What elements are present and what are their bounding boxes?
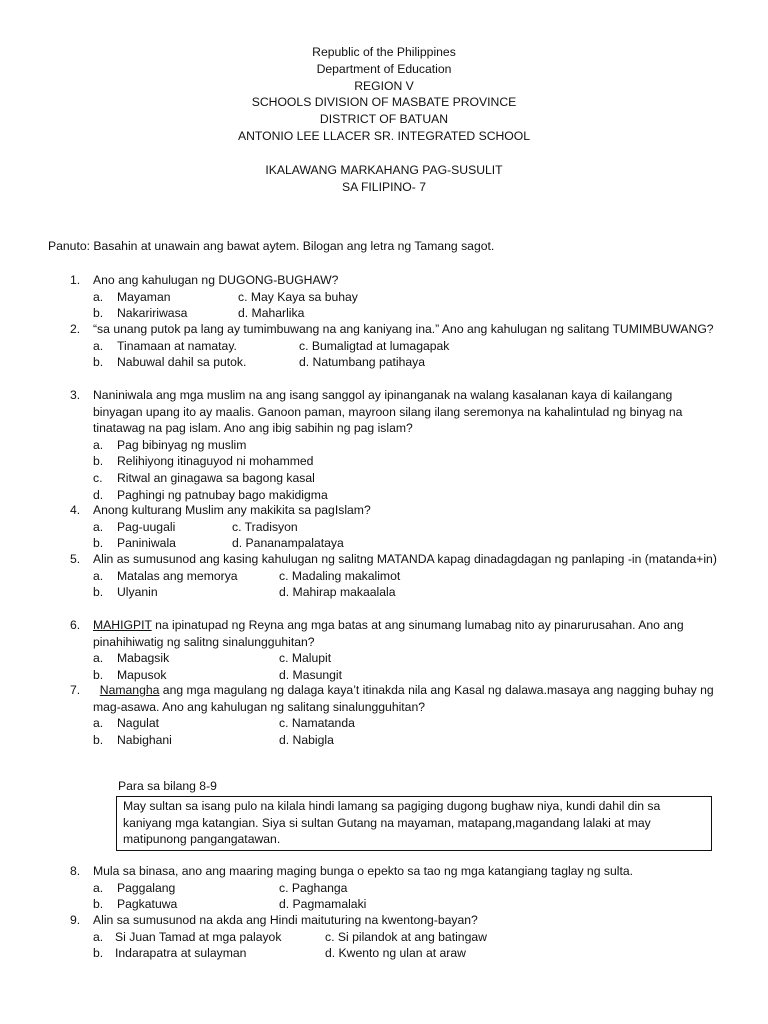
- question-stem: Anong kulturang Muslim any makikita sa pagIslam?: [93, 503, 371, 517]
- passage-box: [116, 796, 712, 851]
- question-number: 9.: [70, 913, 81, 927]
- underlined-word: MAHIGPIT: [93, 618, 152, 632]
- options: [93, 437, 720, 503]
- question-stem: Ano ang kahulugan ng DUGONG-BUGHAW?: [93, 273, 339, 287]
- header-line: REGION V: [354, 78, 414, 93]
- question-stem: [93, 682, 720, 715]
- option-letter[interactable]: b.: [93, 667, 104, 682]
- option-text[interactable]: c. Malupit: [279, 651, 332, 666]
- option-text[interactable]: Nabuwal dahil sa putok.: [117, 355, 247, 370]
- option-letter[interactable]: a.: [93, 519, 104, 534]
- option-letter[interactable]: a.: [93, 338, 104, 353]
- option-text[interactable]: c. Namatanda: [279, 716, 355, 731]
- option-text[interactable]: Indarapatra at sulayman: [115, 946, 247, 961]
- directions: Panuto: Basahin at unawain ang bawat aytem. Bilogan ang letra ng Tamang sagot.: [48, 239, 495, 253]
- option-letter[interactable]: a.: [93, 880, 104, 895]
- option-text[interactable]: Tinamaan at namatay.: [117, 338, 237, 353]
- question-8: [70, 863, 720, 913]
- header-line: SCHOOLS DIVISION OF MASBATE PROVINCE: [251, 95, 517, 110]
- option-text[interactable]: c. Bumaligtad at lumagapak: [299, 338, 450, 353]
- header-line: DISTRICT OF BATUAN: [319, 112, 449, 127]
- option-text[interactable]: d. Masungit: [279, 667, 343, 682]
- option-text[interactable]: Nagulat: [117, 716, 160, 731]
- document-header: [0, 44, 768, 195]
- options: [93, 289, 720, 322]
- options: [93, 338, 720, 371]
- header-line: Republic of the Philippines: [312, 45, 456, 59]
- question-6: [70, 617, 720, 683]
- option-text[interactable]: c. Madaling makalimot: [279, 568, 401, 583]
- option-letter[interactable]: a.: [93, 929, 104, 944]
- header-spacer: [0, 145, 768, 162]
- option-letter[interactable]: a.: [93, 716, 104, 731]
- option-text[interactable]: Pag bibinyag ng muslim: [117, 437, 247, 452]
- question-stem: Naniniwala ang mga muslim na ang isang sanggol ay ipinanganak na walang kasalanan kaya di kailangang binyagan upang ito ay maalis. Ganoon paman, mayroon silang ilang seremonya na kahalintulad ng binyag na tinatawag na pag islam. Ano ang ibig sabihin ng pag islam?: [93, 388, 683, 436]
- exam-title: IKALAWANG MARKAHANG PAG-SUSULIT: [265, 162, 503, 177]
- option-letter[interactable]: a.: [93, 289, 104, 304]
- option-text[interactable]: d. Nabigla: [279, 732, 334, 747]
- option-text[interactable]: Mabagsik: [117, 651, 170, 666]
- question-number: 8.: [70, 864, 81, 878]
- header-line: ANTONIO LEE LLACER SR. INTEGRATED SCHOOL: [237, 128, 531, 143]
- question-number: 7.: [70, 683, 81, 697]
- option-text[interactable]: d. Pananampalataya: [232, 536, 344, 551]
- options: [93, 568, 720, 601]
- underlined-word: Namangha: [99, 683, 160, 697]
- option-text[interactable]: c. Paghanga: [279, 880, 348, 895]
- option-text[interactable]: c. May Kaya sa buhay: [238, 289, 358, 304]
- option-text[interactable]: c. Tradisyon: [232, 519, 298, 534]
- question-number: 6.: [70, 618, 81, 632]
- option-letter[interactable]: b.: [93, 355, 104, 370]
- option-text[interactable]: Mayaman: [117, 289, 171, 304]
- exam-subject: SA FILIPINO- 7: [342, 179, 426, 194]
- option-text[interactable]: Pagkatuwa: [117, 897, 178, 912]
- option-text[interactable]: Nabighani: [117, 732, 172, 747]
- question-number: 3.: [70, 388, 81, 402]
- options: [93, 519, 720, 552]
- question-stem: Alin as sumusunod ang kasing kahulugan ng salitng MATANDA kapag dinadagdagan ng panlaping -in (matanda+in): [93, 552, 717, 566]
- option-letter[interactable]: b.: [93, 536, 104, 551]
- option-text[interactable]: Relihiyong itinaguyod ni mohammed: [117, 454, 314, 469]
- question-4: [70, 502, 720, 552]
- question-number: 2.: [70, 322, 81, 336]
- option-letter[interactable]: b.: [93, 946, 104, 961]
- options: [93, 650, 720, 683]
- option-text[interactable]: Matalas ang memorya: [117, 568, 238, 583]
- option-letter[interactable]: a.: [93, 651, 104, 666]
- option-text[interactable]: Ulyanin: [117, 585, 158, 600]
- option-letter[interactable]: b.: [93, 585, 104, 600]
- passage-label: Para sa bilang 8-9: [118, 779, 217, 793]
- stem-text: na ipinatupad ng Reyna ang mga batas at ang sinumang lumabag nito ay pinarurusahan. Ano ang pinahihiwatig ng salitng sinalungguhitan?: [93, 618, 684, 649]
- option-text[interactable]: d. Natumbang patihaya: [299, 355, 426, 370]
- question-7: [70, 682, 720, 748]
- question-9: [70, 912, 720, 962]
- option-letter[interactable]: c.: [93, 470, 103, 485]
- question-stem: Mula sa binasa, ano ang maaring maging bunga o epekto sa tao ng mga katangiang taglay ng sulta.: [93, 864, 634, 878]
- header-line: Department of Education: [316, 61, 452, 76]
- option-text[interactable]: d. Kwento ng ulan at araw: [325, 946, 466, 961]
- option-letter[interactable]: b.: [93, 306, 104, 321]
- passage-text: May sultan sa isang pulo na kilala hindi lamang sa pagiging dugong bughaw niya, kundi dahil din sa kaniyang mga katangian. Siya si sultan Gutang na mayaman, matapang,magandang lalaki at may matipunong pangangatawan.: [123, 799, 661, 847]
- option-text[interactable]: d. Pagmamalaki: [279, 897, 367, 912]
- question-stem: Alin sa sumusunod na akda ang Hindi maituturing na kwentong-bayan?: [93, 913, 478, 927]
- option-text[interactable]: Paghingi ng patnubay bago makidigma: [117, 487, 328, 502]
- option-letter[interactable]: b.: [93, 897, 104, 912]
- option-letter[interactable]: a.: [93, 437, 104, 452]
- option-text[interactable]: Pag-uugali: [117, 519, 176, 534]
- option-text[interactable]: Nakaririwasa: [117, 306, 188, 321]
- stem-text: ang mga magulang ng dalaga kaya’t itinakda nila ang Kasal ng dalawa.masaya ang nagging buhay ng mag-asawa. Ano ang kahulugan ng salitang sinalungguhitan?: [93, 683, 714, 714]
- option-text[interactable]: Paggalang: [117, 880, 176, 895]
- option-letter[interactable]: b.: [93, 454, 104, 469]
- question-1: [70, 272, 720, 322]
- option-text[interactable]: Si Juan Tamad at mga palayok: [115, 929, 282, 944]
- question-number: 4.: [70, 503, 81, 517]
- question-3: [70, 387, 720, 503]
- option-text[interactable]: Mapusok: [117, 667, 167, 682]
- question-2: [70, 321, 720, 371]
- option-text[interactable]: c. Si pilandok at ang batingaw: [325, 929, 487, 944]
- option-letter[interactable]: d.: [93, 487, 104, 502]
- option-letter[interactable]: b.: [93, 732, 104, 747]
- option-text[interactable]: Ritwal an ginagawa sa bagong kasal: [117, 470, 315, 485]
- option-text[interactable]: d. Mahirap makaalala: [279, 585, 396, 600]
- question-stem: “sa unang putok pa lang ay tumimbuwang na ang kaniyang ina.” Ano ang kahulugan ng salitang TUMIMBUWANG?: [93, 322, 714, 336]
- option-text[interactable]: d. Maharlika: [238, 306, 305, 321]
- options: [93, 715, 720, 748]
- options: [93, 880, 720, 913]
- question-number: 5.: [70, 552, 81, 566]
- question-5: [70, 551, 720, 601]
- option-text[interactable]: Paniniwala: [117, 536, 176, 551]
- question-number: 1.: [70, 273, 81, 287]
- option-letter[interactable]: a.: [93, 568, 104, 583]
- question-stem: [93, 617, 720, 650]
- options: [93, 929, 720, 962]
